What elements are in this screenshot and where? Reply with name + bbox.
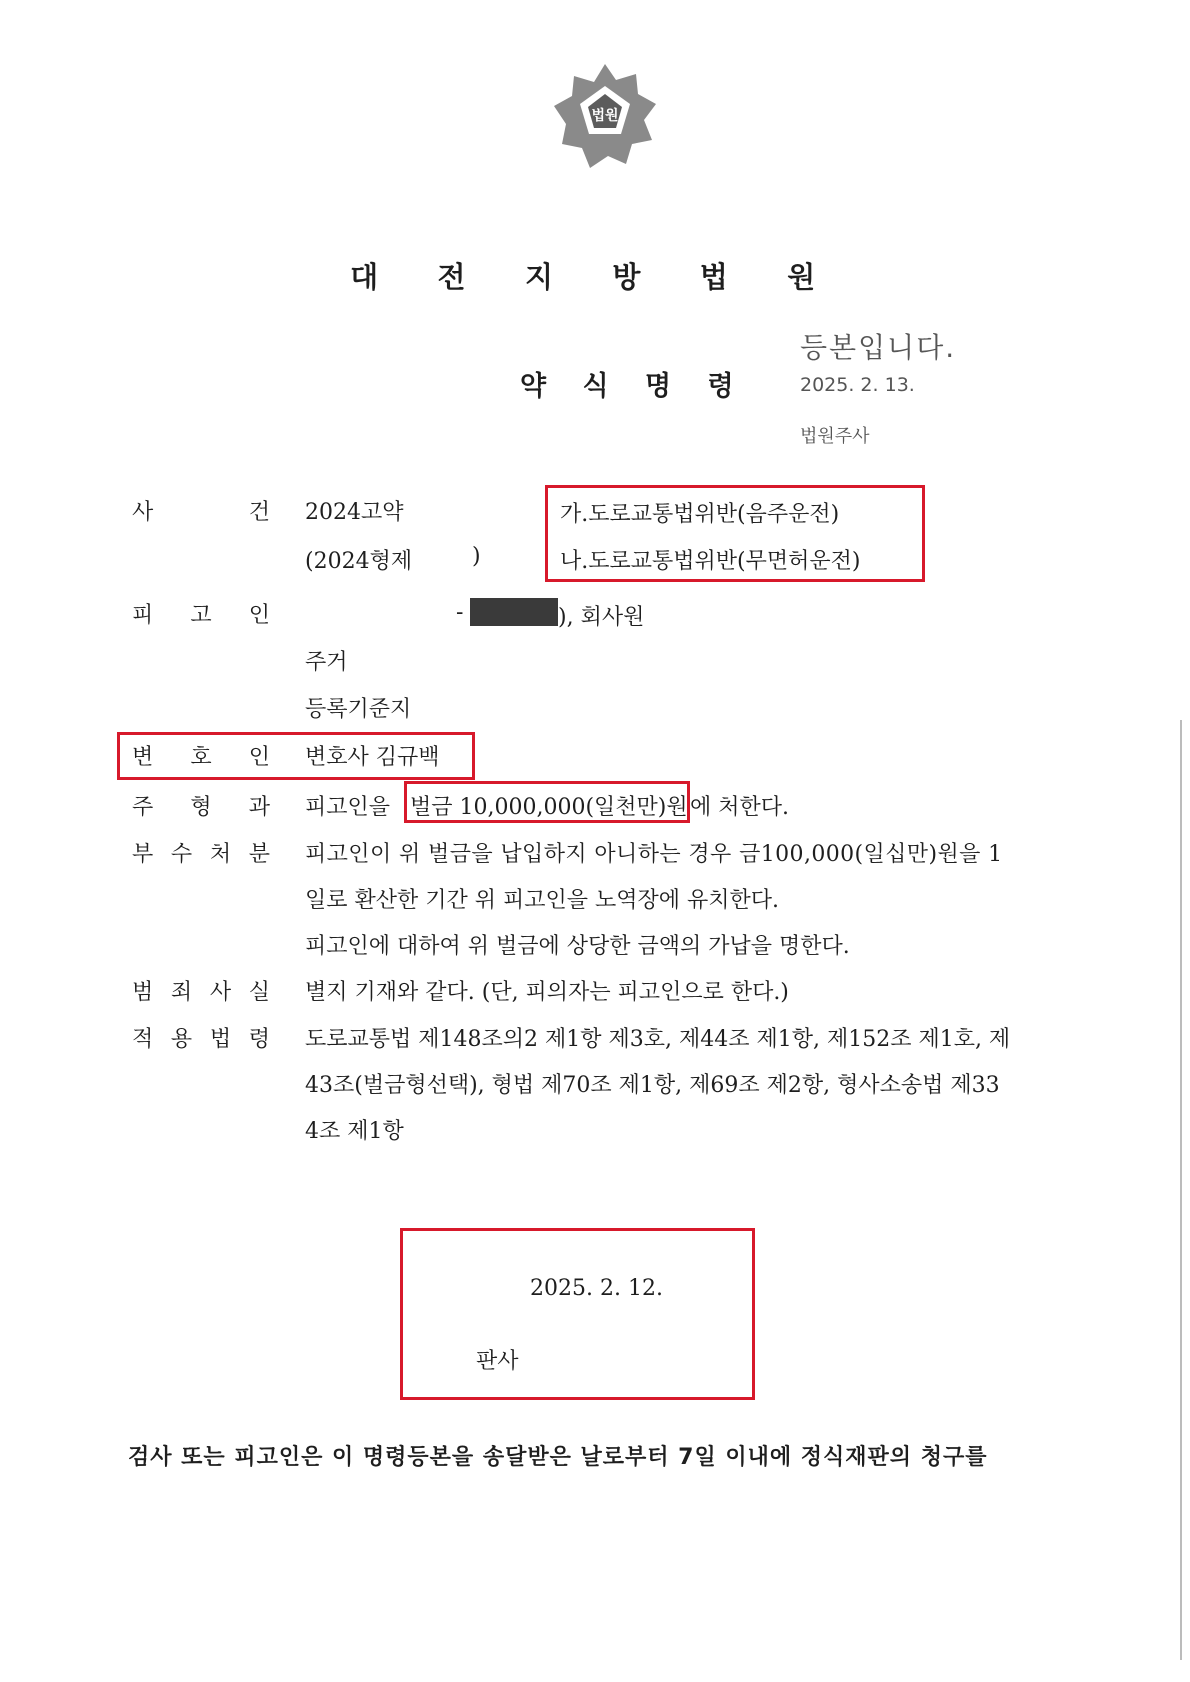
sentence-label: 주 형 과	[132, 795, 270, 820]
issue-date: 2025. 2. 12.	[530, 1276, 663, 1301]
judgment-date-box	[400, 1228, 755, 1400]
redacted-id-number	[470, 598, 558, 626]
certified-copy-clerk: 법원주사	[800, 426, 870, 447]
case-police-number-close: )	[472, 544, 481, 569]
svg-text:법원: 법원	[591, 108, 619, 124]
certified-copy-stamp: 등본입니다.	[800, 331, 957, 364]
court-name: 대 전 지 방 법 원	[350, 260, 840, 294]
scan-edge-line	[1180, 720, 1182, 1660]
court-emblem-icon	[548, 60, 662, 172]
law-line-2: 43조(벌금형선택), 형법 제70조 제1항, 제69조 제2항, 형사소송법 제33	[305, 1073, 1000, 1098]
ancillary-label: 부 수 처 분	[132, 842, 270, 867]
document-title: 약 식 명 령	[520, 371, 748, 402]
case-label-wrap: 사 건	[132, 500, 270, 525]
defendant-id-dash: -	[456, 600, 464, 625]
attorney-label: 변 호 인	[132, 745, 270, 770]
ancillary-line-1: 피고인이 위 벌금을 납입하지 아니하는 경우 금100,000(일십만)원을 1	[305, 842, 1003, 867]
judge-label: 판사	[476, 1349, 519, 1374]
charge-b: 나.도로교통법위반(무면허운전)	[560, 549, 861, 574]
ancillary-line-2: 일로 환산한 기간 위 피고인을 노역장에 유치한다.	[305, 888, 779, 913]
law-line-1: 도로교통법 제148조의2 제1항 제3호, 제44조 제1항, 제152조 제1호, 제	[305, 1027, 1011, 1052]
appeal-notice: 검사 또는 피고인은 이 명령등본을 송달받은 날로부터 7일 이내에 정식재판의 청구를	[128, 1445, 988, 1470]
defendant-residence: 주거	[305, 650, 348, 675]
facts-label: 범 죄 사 실	[132, 980, 270, 1005]
attorney-name: 변호사 김규백	[305, 745, 440, 770]
certified-copy-date: 2025. 2. 13.	[800, 374, 915, 396]
defendant-label: 피 고 인	[132, 603, 270, 628]
case-police-number: (2024형제	[305, 549, 413, 574]
sentence-prefix: 피고인을	[305, 795, 391, 820]
law-line-3: 4조 제1항	[305, 1119, 404, 1144]
sentence-fine: 벌금 10,000,000(일천만)원	[410, 795, 688, 820]
charge-a: 가.도로교통법위반(음주운전)	[560, 502, 840, 527]
case-number: 2024고약	[305, 500, 404, 525]
sentence-suffix: 에 처한다.	[690, 795, 789, 820]
law-label: 적 용 법 령	[132, 1027, 270, 1052]
defendant-occupation: ), 회사원	[558, 605, 645, 630]
defendant-registered-domicile: 등록기준지	[305, 697, 412, 722]
ancillary-line-3: 피고인에 대하여 위 벌금에 상당한 금액의 가납을 명한다.	[305, 934, 850, 959]
facts-text: 별지 기재와 같다. (단, 피의자는 피고인으로 한다.)	[305, 980, 789, 1005]
